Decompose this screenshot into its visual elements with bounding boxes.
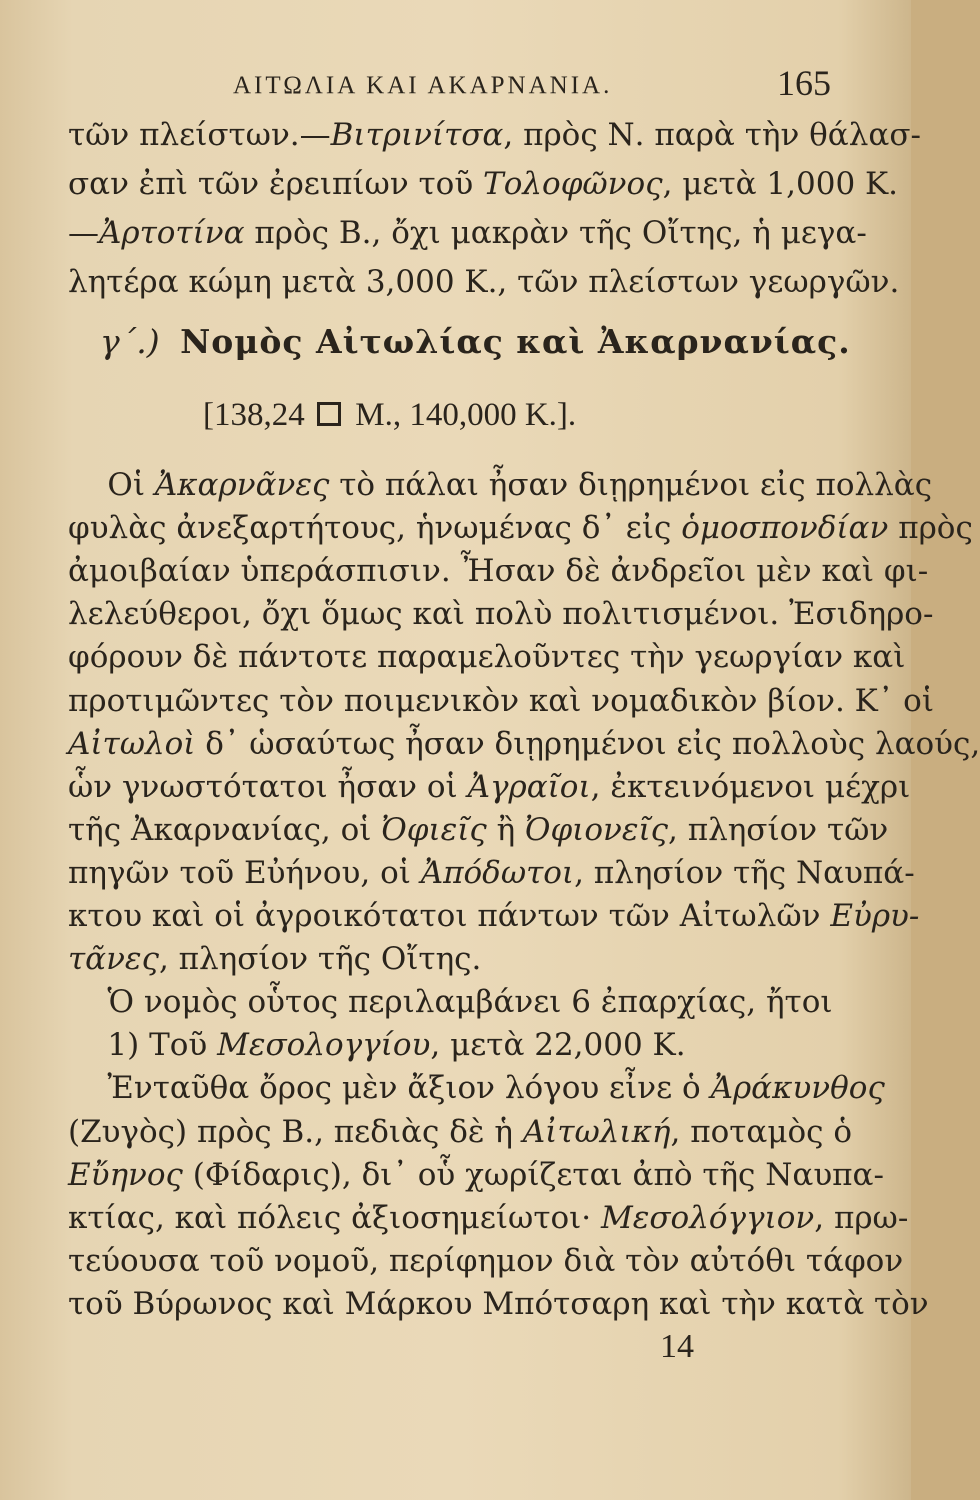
text-line <box>68 1285 929 1323</box>
italic-term: Ἀγραῖοι <box>467 768 591 805</box>
text-line <box>68 509 973 547</box>
text-line <box>68 1242 904 1280</box>
section-statistics <box>203 397 576 434</box>
section-heading <box>100 322 851 361</box>
text-run: Ἐνταῦθα ὄρος μὲν ἄξιον λόγου εἶνε ὁ <box>68 1070 711 1107</box>
text-run: — <box>68 215 99 251</box>
text-line <box>68 940 828 978</box>
text-run: , πρω- <box>814 1199 909 1236</box>
text-run: πηγῶν τοῦ Εὐήνου, οἱ <box>68 854 421 891</box>
area-value: [138,24 <box>203 397 305 433</box>
text-run: ὧν γνωστότατοι ἦσαν οἱ <box>68 768 468 805</box>
italic-term: Ὀφιεῖς <box>381 811 487 848</box>
text-run: κτίας, καὶ πόλεις ἀξιοσημείωτοι· <box>68 1199 601 1236</box>
text-run: δ᾽ ὡσαύτως ἦσαν διῃρημένοι εἰς πολλοὺς λαούς, <box>195 725 980 762</box>
text-run: , ποταμὸς ὁ <box>670 1113 853 1150</box>
text-run: Οἱ <box>68 467 155 503</box>
text-run: ἢ <box>486 811 526 848</box>
text-run: φυλὰς ἀνεξαρτήτους, ἡνωμένας δ᾽ εἰς <box>68 510 682 547</box>
text-line <box>68 1113 853 1151</box>
page-header <box>60 58 831 108</box>
section-title: Νομὸς Αἰτωλίας καὶ Ἀκαρνανίας. <box>180 322 851 361</box>
text-run: πρὸς Β., ὄχι μακρὰν τῆς Οἴτης, ἡ μεγα- <box>244 215 867 251</box>
text-run: , πρὸς Ν. παρὰ τὴν θάλασ- <box>503 117 921 153</box>
italic-term: ὁμοσπονδίαν <box>681 510 889 547</box>
italic-term: Τολοφῶνος <box>483 166 663 202</box>
italic-term: Ὀφιονεῖς <box>525 811 668 848</box>
italic-term: Μεσολόγγιον <box>601 1199 815 1236</box>
text-line <box>68 811 889 849</box>
text-run: (Ζυγὸς) πρὸς Β., πεδιὰς δὲ ἡ <box>68 1113 523 1150</box>
text-run: , πλησίον τῆς Οἴτης. <box>158 941 482 978</box>
text-run: τῶν πλείστων.— <box>68 117 331 153</box>
text-line <box>68 552 929 590</box>
text-line <box>68 165 899 203</box>
text-run: ἀμοιβαίαν ὑπεράσπισιν. Ἦσαν δὲ ἀνδρεῖοι μὲν καὶ φι- <box>68 553 929 590</box>
text-run: τεύουσα τοῦ νομοῦ, περίφημον διὰ τὸν αὐτόθι τάφον <box>68 1242 904 1279</box>
text-line <box>68 263 900 301</box>
italic-term: Βιτρινίτσα <box>330 117 504 153</box>
italic-term: Αἰτωλοὶ <box>68 725 196 762</box>
text-line <box>68 725 980 763</box>
text-run: τὸ πάλαι ἦσαν διῃρημένοι εἰς πολλὰς <box>329 467 933 503</box>
text-line <box>68 854 915 892</box>
italic-term: τᾶνες <box>68 941 159 978</box>
italic-term: Εὐρυ- <box>830 898 920 934</box>
text-line <box>68 466 933 504</box>
text-line <box>68 1199 909 1237</box>
population-value: Μ., 140,000 Κ.]. <box>355 397 577 433</box>
text-line <box>68 983 833 1021</box>
italic-term: Εὔηνος <box>68 1156 183 1193</box>
text-line <box>68 595 934 633</box>
text-run: φόρουν δὲ πάντοτε παραμελοῦντες τὴν γεωργίαν καὶ <box>68 639 906 676</box>
page-number: 165 <box>777 63 831 103</box>
text-line <box>68 214 867 252</box>
text-run: τοῦ Βύρωνος καὶ Μάρκου Μπότσαρη καὶ τὴν κατὰ τὸν <box>68 1285 929 1322</box>
text-run: , μετὰ 22,000 Κ. <box>430 1027 686 1064</box>
text-run: , ἐκτεινόμενοι μέχρι <box>590 768 911 805</box>
running-title: ΑΙΤΩΛΙΑ ΚΑΙ ΑΚΑΡΝΑΝΙΑ. <box>233 72 613 99</box>
text-line <box>68 1156 884 1194</box>
text-line <box>68 768 911 806</box>
italic-term: Ἀπόδωτοι <box>420 854 575 891</box>
text-line <box>68 1026 828 1064</box>
text-run: , πλησίον τῆς Ναυπά- <box>574 854 915 891</box>
italic-term: Αἰτωλική <box>522 1113 671 1150</box>
text-run: Ὁ νομὸς οὗτος περιλαμβάνει 6 ἐπαρχίας, ἤτοι <box>68 984 833 1021</box>
italic-term: Ἀρτοτίνα <box>99 215 245 251</box>
text-line <box>68 682 935 720</box>
text-run: σαν ἐπὶ τῶν ἐρειπίων τοῦ <box>68 166 484 202</box>
italic-term: Μεσολογγίου <box>217 1027 431 1064</box>
text-line <box>68 897 920 935</box>
text-run: πρὸς <box>888 510 973 547</box>
italic-term: Ἀκαρνᾶνες <box>154 467 330 503</box>
text-run: τῆς Ἀκαρνανίας, οἱ <box>68 811 382 848</box>
text-line <box>68 638 906 676</box>
section-number: γ΄.) <box>100 322 160 361</box>
signature-mark: 14 <box>660 1328 694 1365</box>
italic-term: Ἀράκυνθος <box>710 1070 885 1107</box>
text-run: , μετὰ 1,000 Κ. <box>662 166 899 202</box>
text-run: , πλησίον τῶν <box>667 811 889 848</box>
text-line <box>68 116 921 154</box>
square-symbol-icon <box>317 402 341 426</box>
text-run: 1) Τοῦ <box>68 1027 218 1064</box>
text-run: λελεύθεροι, ὄχι ὅμως καὶ πολὺ πολιτισμένοι. Ἐσιδηρο- <box>68 596 934 633</box>
text-run: λητέρα κώμη μετὰ 3,000 Κ., τῶν πλείστων γεωργῶν. <box>68 264 900 300</box>
text-run: (Φίδαρις), δι᾽ οὗ χωρίζεται ἀπὸ τῆς Ναυπα- <box>182 1156 884 1193</box>
text-run: κτου καὶ οἱ ἀγροικότατοι πάντων τῶν Αἰτωλῶν <box>68 898 831 934</box>
text-run: προτιμῶντες τὸν ποιμενικὸν καὶ νομαδικὸν βίον. Κ᾽ οἱ <box>68 682 935 719</box>
text-line <box>68 1069 885 1107</box>
